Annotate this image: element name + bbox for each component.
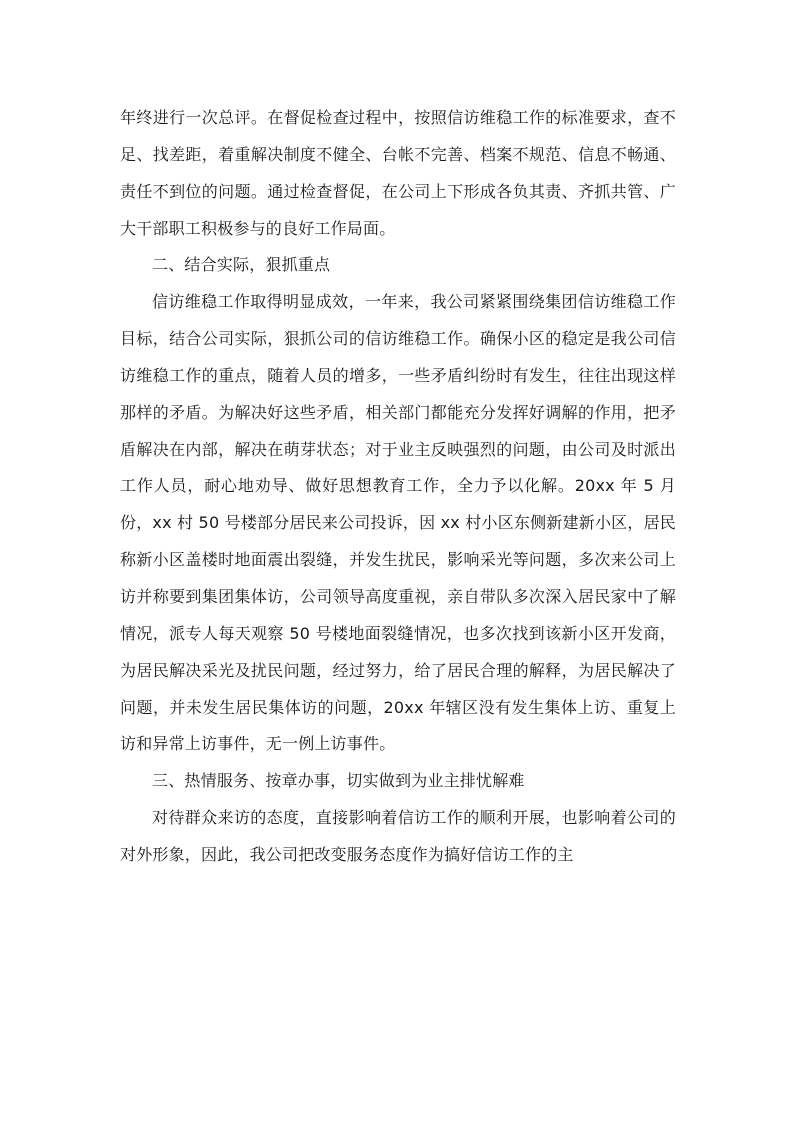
paragraph-body: 对待群众来访的态度，直接影响着信访工作的顺利开展，也影响着公司的对外形象，因此，我公司把改变服务态度作为搞好信访工作的主 bbox=[120, 808, 676, 864]
section-heading-three: 三、热情服务、按章办事，切实做到为业主排忧解难 bbox=[152, 771, 525, 791]
paragraph-body: 信访维稳工作取得明显成效，一年来，我公司紧紧围绕集团信访维稳工作目标，结合公司实际，狠抓公司的信访维稳工作。确保小区的稳定是我公司信访维稳工作的重点，随着人员的增多，一些矛盾纠纷时有发生，往往出现这样那样的矛盾。为解决好这些矛盾，相关部门都能充分发挥好调解的作用，把矛盾解决在内部，解决在萌芽状态；对于业主反映强烈的问题，由公司及时派出工作人员，耐心地劝导、做好思想教育工作，全力予以化解。20xx 年 5 月份，xx 村 50 号楼部分居民来公司投诉，因 xx 村小区东侧新建新小区，居民称新小区盖楼时地面震出裂缝，并发生扰民，影响采光等问题，多次来公司上访并称要到集团集体访，公司领导高度重视，亲自带队多次深入居民家中了解情况，派专人每天观察 50 号楼地面裂缝情况，也多次找到该新小区开发商，为居民解决采光及扰民问题，经过努力，给了居民合理的解释，为居民解决了问题，并未发生居民集体访的问题，20xx 年辖区没有发生集体上访、重复上访和异常上访事件，无一例上访事件。 bbox=[120, 292, 676, 754]
document-page bbox=[120, 100, 676, 874]
paragraph-continued: 年终进行一次总评。在督促检查过程中，按照信访维稳工作的标准要求，查不足、找差距，着重解决制度不健全、台帐不完善、档案不规范、信息不畅通、责任不到位的问题。通过检查督促，在公司上下形成各负其责、齐抓共管、广大干部职工积极参与的良好工作局面。 bbox=[120, 108, 676, 238]
section-heading-two: 二、结合实际，狠抓重点 bbox=[152, 255, 331, 275]
